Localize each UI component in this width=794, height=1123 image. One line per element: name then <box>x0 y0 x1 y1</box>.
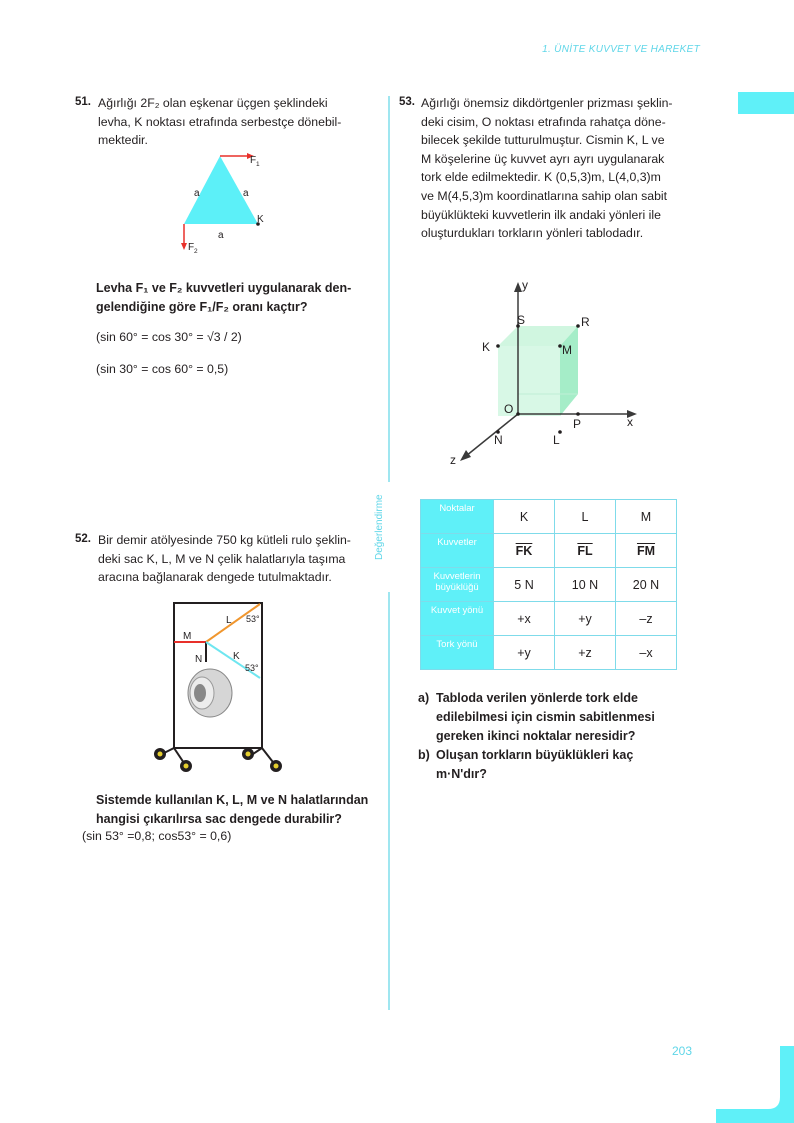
column-divider-bottom <box>388 592 390 1010</box>
angle-53-top: 53° <box>246 614 260 624</box>
question-52-prompt: Sistemde kullanılan K, L, M ve N halatlarından hangisi çıkarılırsa sac dengede durabilir? <box>96 793 369 826</box>
question-51-text <box>98 94 341 150</box>
triangle-figure <box>170 146 280 256</box>
q53-sub-a-label: a) <box>418 691 430 705</box>
question-52-number: 52. <box>75 533 91 545</box>
label-l: L <box>553 433 560 447</box>
question-52-text: Bir demir atölyesinde 750 kg kütleli rulo şeklin- deki sac K, L, M ve N çelik halatlarıyla taşıma aracına bağlanarak dengede tutulmaktadır. <box>98 533 351 585</box>
table-cell: K <box>494 500 555 534</box>
label-f2: F <box>188 242 195 253</box>
tork-table <box>420 499 677 670</box>
side-a-left: a <box>194 188 200 199</box>
table-cell: –z <box>616 602 677 636</box>
row-header: Kuvvetlerin büyüklüğü <box>421 568 494 602</box>
table-cell: +y <box>494 636 555 670</box>
question-53-number: 53. <box>399 96 415 108</box>
svg-text:1: 1 <box>256 161 260 168</box>
label-r: R <box>581 315 590 329</box>
table-cell: $\overline{FL}$ <box>555 534 616 568</box>
table-cell: 10 N <box>555 568 616 602</box>
label-y: y <box>522 278 528 292</box>
q51-hint-2: (sin 30° = cos 60° = 0,5) <box>96 362 229 376</box>
q52-hint: (sin 53° =0,8; cos53° = 0,6) <box>82 829 232 843</box>
svg-text:2: 2 <box>194 248 198 255</box>
label-s: S <box>517 313 526 327</box>
table-cell: $\overline{FM}$ <box>616 534 677 568</box>
row-header: Noktalar <box>421 500 494 534</box>
q51-line: Ağırlığı 2F₂ olan eşkenar üçgen şeklindeki <box>98 96 328 110</box>
q53-sub-a: Tabloda verilen yönlerde tork elde edilebilmesi için cismin sabitlenmesi gereken ikinci noktalar neresidir? <box>436 691 655 743</box>
label-k: K <box>482 340 491 354</box>
q53-sub-b-label: b) <box>418 748 430 762</box>
table-cell: +z <box>555 636 616 670</box>
table-cell: +y <box>555 602 616 636</box>
cart-figure <box>150 598 290 778</box>
q51-line: levha, K noktası etrafında serbestçe dönebil- <box>98 114 342 129</box>
table-cell: M <box>616 500 677 534</box>
label-k: K <box>233 651 240 662</box>
z-axis <box>466 414 518 456</box>
table-cell: +x <box>494 602 555 636</box>
label-m: M <box>183 631 192 642</box>
row-header: Tork yönü <box>421 636 494 670</box>
row-header: Kuvvet yönü <box>421 602 494 636</box>
label-f1: F <box>250 155 257 166</box>
page-number: 203 <box>672 1044 693 1058</box>
table-row <box>421 500 677 534</box>
q53-sub-b: Oluşan torkların büyüklükleri kaç m·N'dır? <box>436 748 634 781</box>
label-m: M <box>562 343 572 357</box>
label-k: K <box>257 214 264 225</box>
label-p: P <box>573 417 582 431</box>
question-51-number: 51. <box>75 96 91 108</box>
unit-header: 1. ÜNİTE KUVVET VE HAREKET <box>542 44 700 55</box>
label-l: L <box>226 615 232 626</box>
q51-line: mektedir. <box>98 133 148 148</box>
label-n: N <box>195 654 203 665</box>
label-o: O <box>504 402 514 416</box>
table-cell: 5 N <box>494 568 555 602</box>
table-row <box>421 636 677 670</box>
table-cell: –x <box>616 636 677 670</box>
table-row <box>421 534 677 568</box>
page-tab-marker <box>738 92 794 114</box>
question-53-text: Ağırlığı önemsiz dikdörtgenler prizması şeklin- deki cisim, O noktası etrafında rahatça döne- bilecek şekilde tutturulmuştur. Cismin K, L ve M köşelerine üç kuvvet ayrı ayrı uygulanarak tork elde edilmektedir. K (0,5,3)m, L(4,0,3)m ve M(4,5,3)m koordinatlarına sahip olan sabit büyüklükteki kuvvetlerin ilk andaki yönleri ile oluşturdukları torkların yönleri tablodadır. <box>421 96 673 241</box>
table-cell: L <box>555 500 616 534</box>
label-n: N <box>494 433 503 447</box>
column-divider-top <box>388 96 390 482</box>
table-cell: $\overline{FK}$ <box>494 534 555 568</box>
label-z: z <box>450 453 456 467</box>
q51-hint-1: (sin 60° = cos 30° = √3 / 2) <box>96 330 242 344</box>
label-x: x <box>627 415 633 429</box>
side-a-bottom: a <box>218 230 224 241</box>
angle-53-bottom: 53° <box>245 663 259 673</box>
row-header: Kuvvetler <box>421 534 494 568</box>
corner-bracket <box>716 1046 794 1123</box>
table-row <box>421 568 677 602</box>
side-a-right: a <box>243 188 249 199</box>
side-label: Değerlendirme <box>374 494 385 560</box>
table-cell: 20 N <box>616 568 677 602</box>
table-row <box>421 602 677 636</box>
prism-figure <box>440 276 650 471</box>
question-51-prompt: Levha F₁ ve F₂ kuvvetleri uygulanarak den- gelendiğine göre F₁/F₂ oranı kaçtır? <box>96 281 352 314</box>
